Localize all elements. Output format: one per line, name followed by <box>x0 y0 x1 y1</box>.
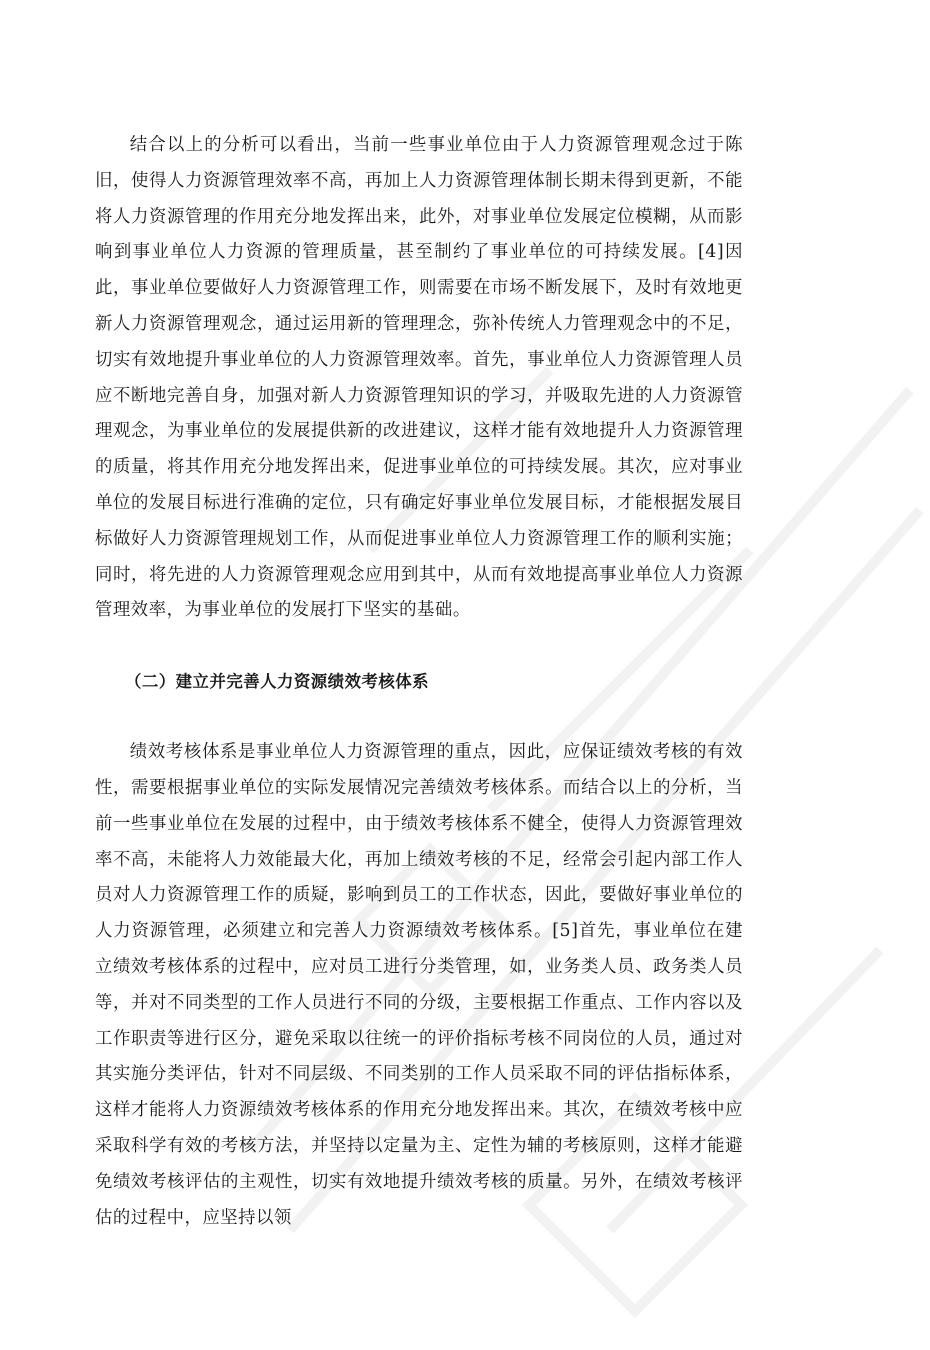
body-paragraph: 绩效考核体系是事业单位人力资源管理的重点，因此，应保证绩效考核的有效性，需要根据事业单位的实际发展情况完善绩效考核体系。而结合以上的分析，当前一些事业单位在发展的过程中，由于绩效考核体系不健全，使得人力资源管理效率不高，未能将人力效能最大化，再加上绩效考核的不足，经常会引起内部工作人员对人力资源管理工作的质疑，影响到员工的工作状态，因此，要做好事业单位的人力资源管理，必须建立和完善人力资源绩效考核体系。[5]首先，事业单位在建立绩效考核体系的过程中，应对员工进行分类管理，如，业务类人员、政务类人员等，并对不同类型的工作人员进行不同的分级，主要根据工作重点、工作内容以及工作职责等进行区分，避免采取以往统一的评价指标考核不同岗位的人员，通过对其实施分类评估，针对不同层级、不同类别的工作人员采取不同的评估指标体系，这样才能将人力资源绩效考核体系的作用充分地发挥出来。其次，在绩效考核中应采取科学有效的考核方法，并坚持以定量为主、定性为辅的考核原则，这样才能避免绩效考核评估的主观性，切实有效地提升绩效考核的质量。另外，在绩效考核评估的过程中，应坚持以领 <box>95 742 743 1228</box>
document-body <box>95 128 743 1236</box>
section-heading: （二）建立并完善人力资源绩效考核体系 <box>125 672 430 692</box>
body-paragraph: 结合以上的分析可以看出，当前一些事业单位由于人力资源管理观念过于陈旧，使得人力资源管理效率不高，再加上人力资源管理体制长期未得到更新，不能将人力资源管理的作用充分地发挥出来，此外，对事业单位发展定位模糊，从而影响到事业单位人力资源的管理质量，甚至制约了事业单位的可持续发展。[4]因此，事业单位要做好人力资源管理工作，则需要在市场不断发展下，及时有效地更新人力资源管理观念，通过运用新的管理理念，弥补传统人力管理观念中的不足，切实有效地提升事业单位的人力资源管理效率。首先，事业单位人力资源管理人员应不断地完善自身，加强对新人力资源管理知识的学习，并吸取先进的人力资源管理观念，为事业单位的发展提供新的改进建议，这样才能有效地提升人力资源管理的质量，将其作用充分地发挥出来，促进事业单位的可持续发展。其次，应对事业单位的发展目标进行准确的定位，只有确定好事业单位发展目标，才能根据发展目标做好人力资源管理规划工作，从而促进事业单位人力资源管理工作的顺利实施；同时，将先进的人力资源管理观念应用到其中，从而有效地提高事业单位人力资源管理效率，为事业单位的发展打下坚实的基础。 <box>95 135 743 621</box>
